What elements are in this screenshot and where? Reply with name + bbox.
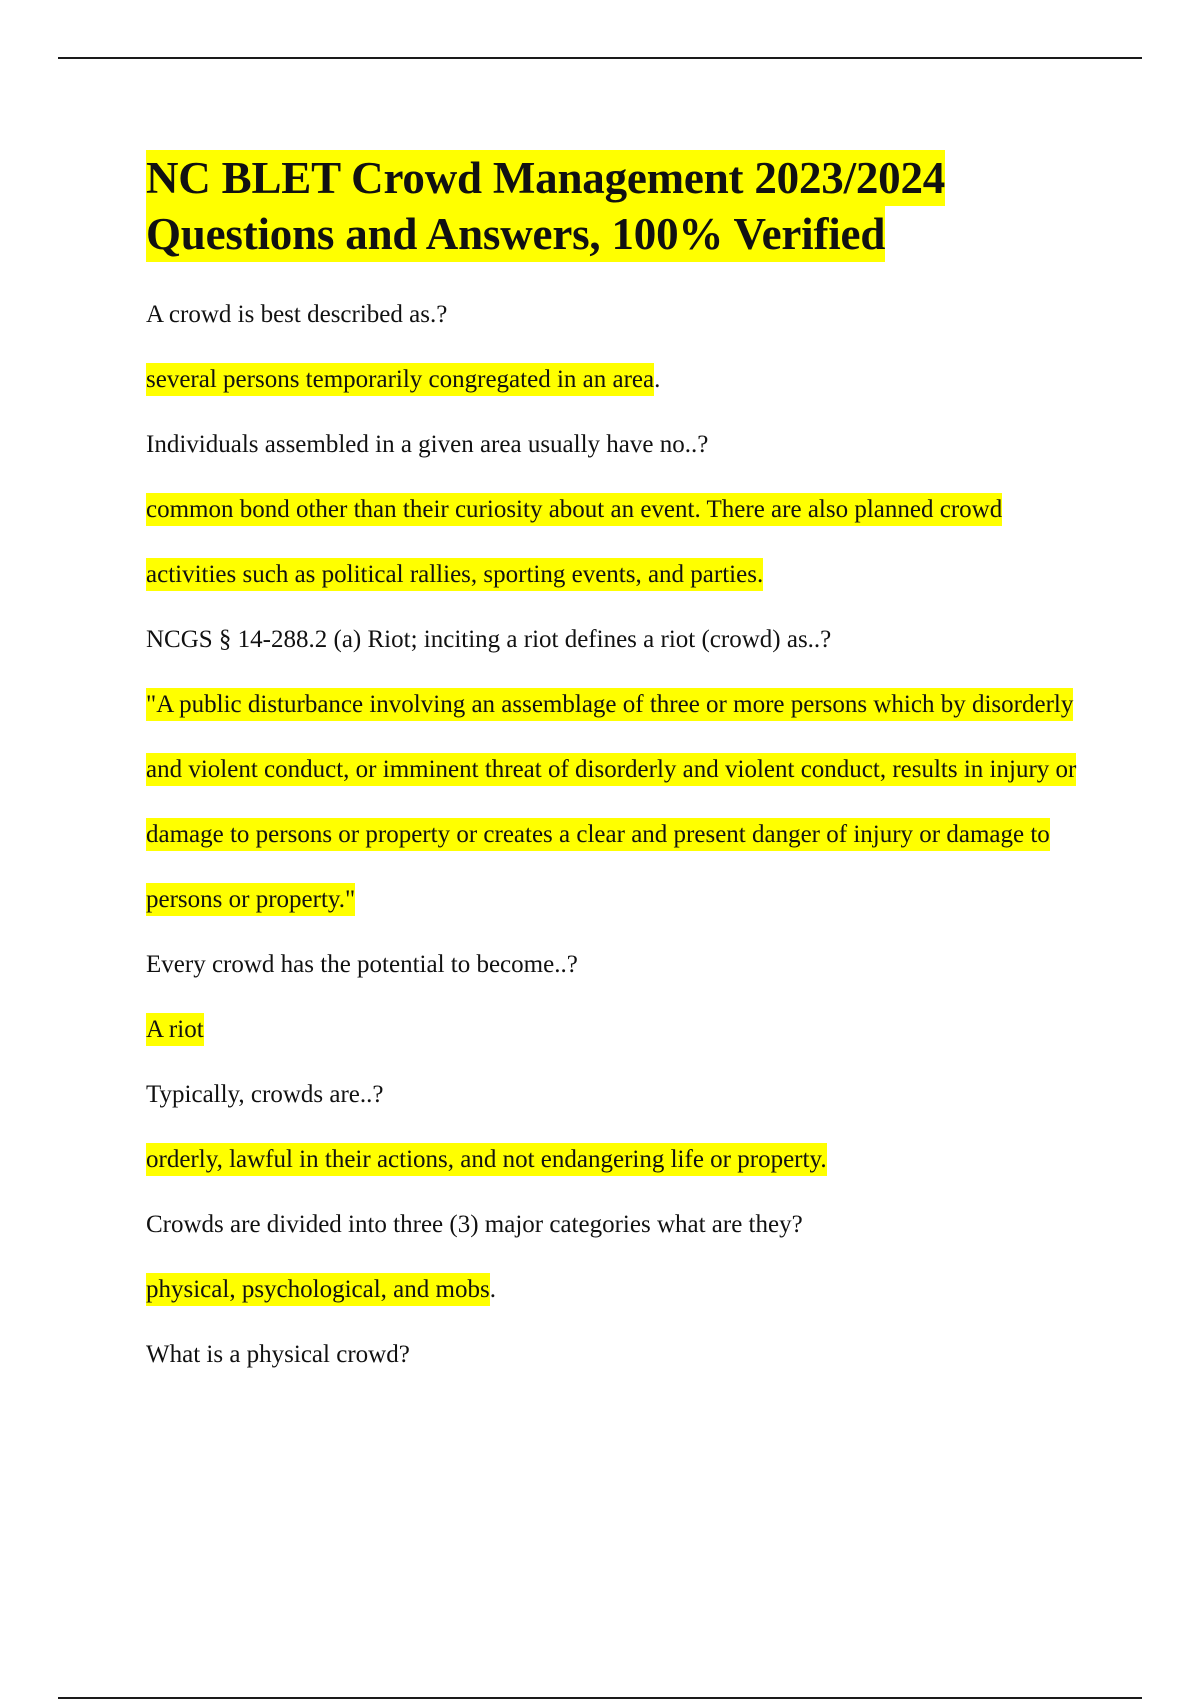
answer-text [146, 347, 1086, 412]
title-line-1: NC BLET Crowd Management 2023/2024 [146, 150, 945, 206]
answer-text [146, 477, 1086, 607]
question-text: A crowd is best described as.? [146, 301, 448, 328]
document-title [146, 150, 1086, 262]
question-text: Individuals assembled in a given area usually have no..? [146, 431, 709, 458]
answer-highlight: common bond other than their curiosity about an event. There are also planned crowd activities such as political rallies, sporting events, and parties. [146, 493, 1002, 591]
qa-list [146, 282, 1086, 1387]
answer-tail: . [654, 366, 661, 393]
answer-tail: . [489, 1276, 496, 1303]
answer-text [146, 1257, 1086, 1322]
document-body [146, 150, 1086, 1387]
question-text: Every crowd has the potential to become..? [146, 951, 578, 978]
answer-text [146, 672, 1086, 932]
header-rule [58, 57, 1142, 59]
title-line-2: Questions and Answers, 100% Verified [146, 206, 885, 262]
answer-highlight: "A public disturbance involving an assemblage of three or more persons which by disorderly and violent conduct, or imminent threat of disorderly and violent conduct, results in injury or damage to persons or property or creates a clear and present danger of injury or damage to persons or property." [146, 688, 1076, 916]
answer-text [146, 997, 1086, 1062]
question-text: What is a physical crowd? [146, 1341, 410, 1368]
answer-text [146, 1127, 1086, 1192]
answer-highlight: physical, psychological, and mobs [146, 1273, 490, 1306]
answer-highlight: A riot [146, 1013, 204, 1046]
question-text: Crowds are divided into three (3) major categories what are they? [146, 1211, 803, 1238]
answer-highlight: several persons temporarily congregated in an area [146, 363, 654, 396]
question-text: Typically, crowds are..? [146, 1081, 384, 1108]
footer-rule [58, 1697, 1142, 1699]
question-text: NCGS § 14-288.2 (a) Riot; inciting a riot defines a riot (crowd) as..? [146, 626, 832, 653]
answer-highlight: orderly, lawful in their actions, and not endangering life or property. [146, 1143, 827, 1176]
